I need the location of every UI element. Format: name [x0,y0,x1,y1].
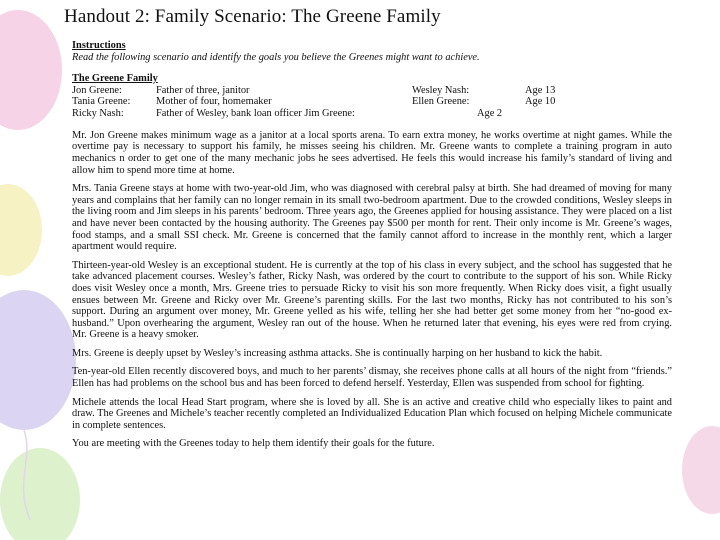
handout-body [72,40,672,450]
member-name: Jon Greene: [72,84,122,96]
member-age: Age 2 [477,107,503,119]
paragraph-wesley: Thirteen-year-old Wesley is an exceptional student. He is currently at the top of his class in every subject, and the school has suggested that he take advanced placement courses. Wesley’s father, Ricky Nash, was ordered by the court to contribute to the support of his son. While Ricky does visit Wesley once a month, Mrs. Greene tries to persuade Ricky to visit his son more frequently. When Ricky does visit, a fight usually ensues between Mr. Greene and Ricky over Mr. Greene’s parenting skills. For the last two months, Ricky has not contributed to his son’s support. During an argument over money, Mr. Greene yelled as his wife, telling her she had better get some money from her “no-good ex-husband.” Upon overhearing the argument, Wesley ran out of the house. When he returned later that evening, his eyes were red from crying. Mr. Greene is a heavy smoker. [72,259,672,341]
paragraph-asthma: Mrs. Greene is deeply upset by Wesley’s increasing asthma attacks. She is continually harping on her husband to kick the habit. [72,347,603,359]
member-desc: Father of Wesley, bank loan officer Jim Greene: [156,107,355,119]
member-desc: Mother of four, homemaker [156,96,272,108]
paragraph-closing: You are meeting with the Greenes today to help them identify their goals for the future. [72,438,435,450]
member-age: Age 13 [525,84,556,96]
family-heading: The Greene Family [72,73,158,85]
member-name: Ellen Greene: [412,96,470,108]
paragraph-jon: Mr. Jon Greene makes minimum wage as a janitor at a local sports arena. To earn extra money, he works overtime at night games. While the overtime pay is necessary to support his family, he misses seeing his children. Mr. Greene wants to complete a training program in auto mechanics n order to get one of the many mechanic jobs he sees advertised. He feels this would increase his family’s standard of living and allow him to spend more time at home. [72,129,672,176]
paragraph-ellen: Ten-year-old Ellen recently discovered boys, and much to her parents’ dismay, she receives phone calls at all hours of the night from “friends.” Ellen has had problems on the school bus and has been forced to defend herself. Yesterday, Ellen was suspended from school for fighting. [72,366,672,390]
instructions-heading: Instructions [72,40,126,51]
member-name: Ricky Nash: [72,107,124,119]
paragraph-michele: Michele attends the local Head Start program, where she is loved by all. She is an active and creative child who especially likes to paint and draw. The Greenes and Michele’s teacher recently completed an Individualized Education Plan which focused on helping Michele communicate in complete sentences. [72,396,672,431]
family-members [72,85,672,120]
member-desc: Father of three, janitor [156,84,250,96]
member-name: Tania Greene: [72,96,131,108]
member-age: Age 10 [525,96,556,108]
page-title: Handout 2: Family Scenario: The Greene Family [64,6,441,27]
paragraph-tania: Mrs. Tania Greene stays at home with two-year-old Jim, who was diagnosed with cerebral palsy at birth. She had dreamed of moving for many years and complains that her family can no longer remain in its small two-bedroom apartment. Due to the crowded conditions, Wesley sleeps in the living room and Jim sleeps in his parents’ bedroom. Three years ago, the Greenes applied for housing assistance. They were placed on a list and have never been contacted by the housing authority. The Greenes pay $500 per month for rent. Their only income is Mr. Greene’s wages, food stamps, and a small SSI check. Mr. Greene is concerned that the family cannot afford to increase in the monthly rent, which a larger apartment would require. [72,183,672,253]
instructions-text: Read the following scenario and identify the goals you believe the Greenes might want to achieve. [72,51,480,63]
member-name: Wesley Nash: [412,84,470,96]
